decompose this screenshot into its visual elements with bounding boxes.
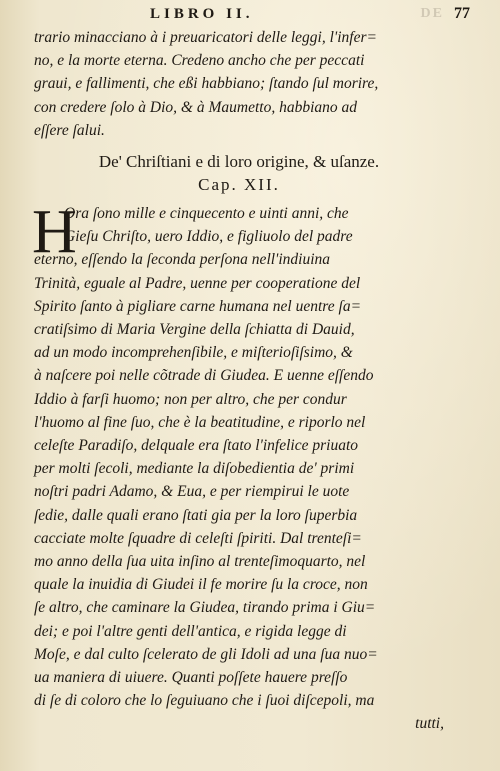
text-line: per molti ſecoli, mediante la diſobedientia de' primi [34,460,355,478]
text-line: celeſte Paradiſo, delquale era ſtato l'infelice priuato [34,437,359,455]
text-line: cratiſsimo di Maria Vergine della ſchiatta di Dauid, [34,321,355,339]
text-line: Iddio à farſi huomo; non per altro, che per condur [34,390,347,408]
text-line: Spirito ſanto à pigliare carne humana nel uentre ſa= [34,297,362,315]
page-header [0,6,500,26]
text-line: Ora ſono mille e cinquecento e uinti anni, che [64,205,349,223]
text-line: ad un modo incomprehenſibile, e miſterioſiſsimo, & [34,344,353,362]
bleed-through-text: DE [420,6,444,21]
chapter-text [32,198,444,736]
text-line: Moſe, e dal culto ſcelerato de gli Idoli ad una ſua nuo= [34,645,378,663]
text-line: l'huomo al fine ſuo, che è la beatitudine, e riporlo nel [34,413,366,431]
text-line: no, e la morte eterna. Credeno ancho che per peccati [34,52,365,70]
text-line: ſe altro, che caminare la Giudea, tirando prima i Giu= [34,599,376,617]
page-number: 77 [454,5,470,22]
text-line: ua maniera di uiuere. Quanti poſſete hauere preſſo [34,669,348,687]
text-line: quale la inuidia di Giudei il fe morire ſu la croce, non [34,576,368,594]
text-line: eterno, eſſendo la ſeconda perſona nell'indiuina [34,251,331,269]
section-title: De' Chriſtiani e di loro origine, & uſanze. [98,152,380,172]
text-line: noſtri padri Adamo, & Eua, e per riempirui le uote [34,483,350,501]
text-line: graui, e fallimenti, che eßi habbiano; ſtando ſul morire, [34,75,379,93]
text-line: à naſcere poi nelle cõtrade di Giudea. E uenne eſſendo [34,367,374,385]
text-line: cacciate molte ſquadre di celeſti ſpiriti. Dal trenteſi= [34,529,362,547]
chapter-label: Cap. XII. [198,175,280,195]
text-line: Gieſu Chriſto, uero Iddio, e figliuolo del padre [64,228,353,246]
text-line: eſſere ſalui. [34,121,105,139]
text-line: Trinità, eguale al Padre, uenne per cooperatione del [34,274,361,292]
text-line: dei; e poi l'altre genti dell'antica, e rigida legge di [34,622,347,640]
text-line: ſedie, dalle quali erano ſtati gia per la loro ſuperbia [34,506,358,524]
body-text [34,26,444,736]
text-line: con credere ſolo à Dio, & à Maumetto, habbiano ad [34,98,358,116]
catchword: tutti, [415,715,444,733]
text-line: trario minacciano à i preuaricatori delle leggi, l'infer= [34,29,377,46]
running-head: LIBRO II. [150,6,254,22]
text-line: mo anno della ſua uita inſino al trenteſimoquarto, nel [34,553,366,571]
opening-paragraph [34,26,444,142]
text-line: di ſe di coloro che lo ſeguiuano che i ſuoi diſcepoli, ma [34,692,375,710]
drop-cap: H [32,198,77,267]
